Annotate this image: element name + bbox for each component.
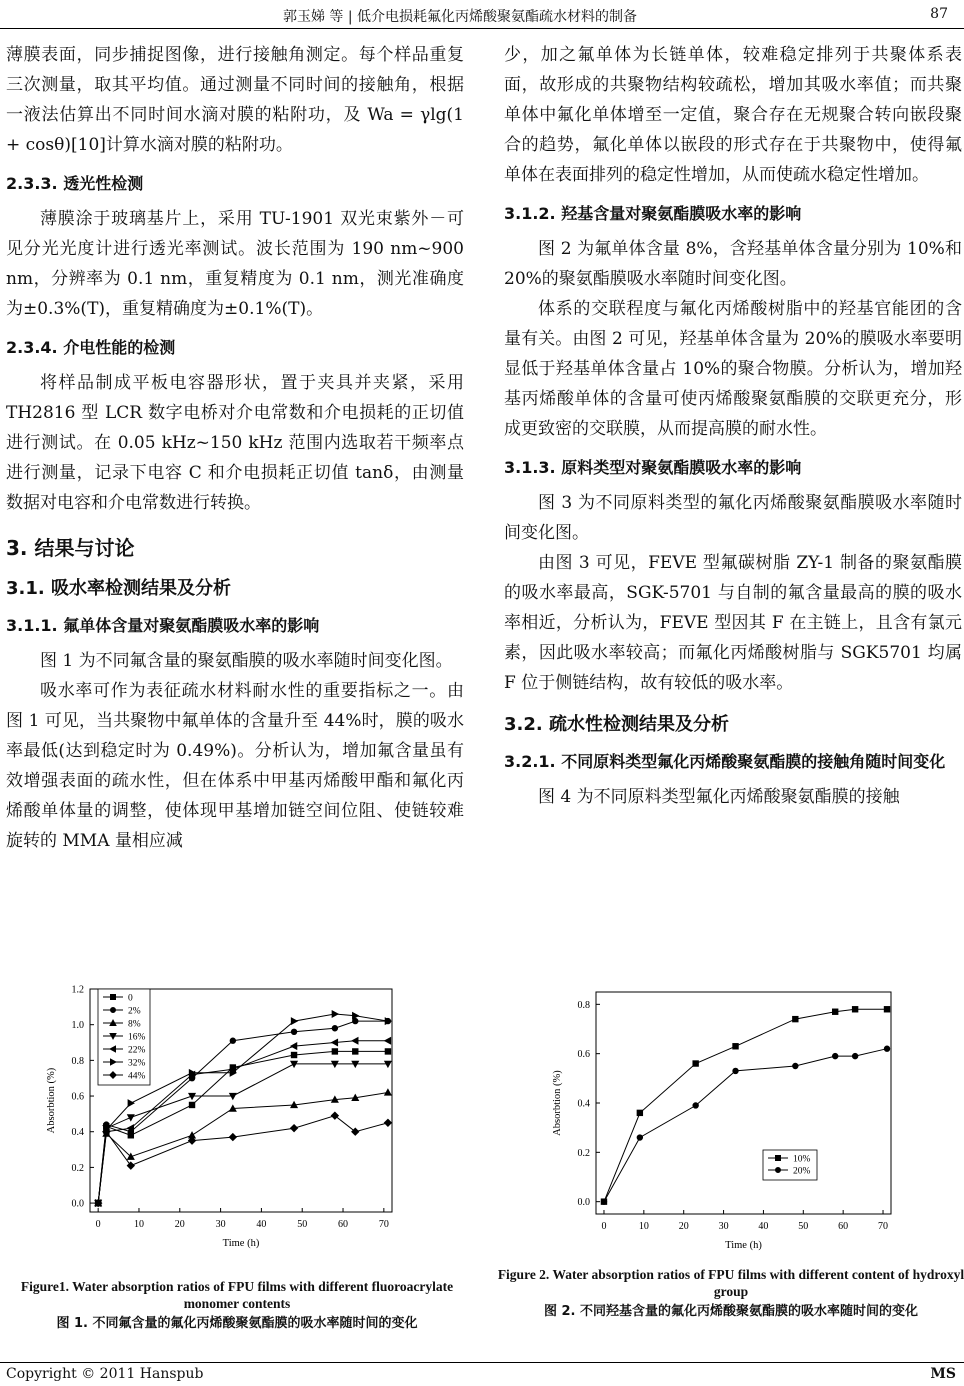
figure-2-caption <box>496 1266 964 1322</box>
data-point <box>291 1018 297 1025</box>
y-tick-label: 0.4 <box>71 1127 84 1139</box>
data-point <box>291 1043 297 1050</box>
x-tick-label: 60 <box>338 1219 349 1230</box>
data-point <box>290 1125 297 1132</box>
data-point <box>693 1103 699 1109</box>
x-tick-label: 60 <box>838 1221 849 1232</box>
series-line <box>98 1116 388 1203</box>
y-tick-label: 0.0 <box>71 1198 84 1210</box>
legend-label: 44% <box>128 1071 146 1082</box>
x-tick-label: 20 <box>174 1219 185 1230</box>
y-tick-label: 1.0 <box>71 1020 84 1032</box>
footer-rule <box>0 1362 964 1363</box>
legend-label: 32% <box>128 1058 146 1069</box>
section-3-title: 3. 结果与讨论 <box>6 536 135 560</box>
data-point <box>852 1006 858 1012</box>
data-point <box>852 1053 858 1059</box>
data-point <box>832 1009 838 1015</box>
section-3-1-1-title: 3.1.1. 氟单体含量对聚氨酯膜吸水率的影响 <box>6 616 320 635</box>
y-tick-label: 0.4 <box>577 1098 590 1110</box>
data-point <box>637 1110 643 1116</box>
series-line <box>98 1093 388 1204</box>
legend-label: 20% <box>793 1166 811 1177</box>
paragraph-fig4-intro: 图 4 为不同原料类型氟化丙烯酸聚氨酯膜的接触 <box>538 787 900 807</box>
series-20pct <box>601 1046 890 1205</box>
section-3-2-title: 3.2. 疏水性检测结果及分析 <box>504 714 729 735</box>
x-tick-label: 10 <box>133 1219 144 1230</box>
paragraph-fig3-analysis: 由图 3 可见，FEVE 型氟碳树脂 ZY-1 制备的聚氨酯膜的吸水率最高，SGK-5701 与自制的氟含量最高的膜的吸水率相近，分析认为，FEVE 型因其 F 在主链上，且含有氯元素，因此吸水率较高；而氟化丙烯酸树脂与 SGK5701 均属 F 位于侧链结构，故有较低的吸水率。 <box>504 553 962 693</box>
figure-1-caption <box>2 1278 472 1334</box>
x-tick-label: 0 <box>95 1219 101 1230</box>
paragraph-transmittance: 薄膜涂于玻璃基片上，采用 TU-1901 双光束紫外－可见分光光度计进行透光率测试。波长范围为 190 nm~900 nm，分辨率为 0.1 nm，重复精度为 0.1 nm，测光准确度为±0.3%(T)，重复精确度为±0.1%(T)。 <box>6 209 464 319</box>
paragraph-contact-angle: 薄膜表面，同步捕捉图像，进行接触角测定。每个样品重复三次测量，取其平均值。通过测量不同时间的接触角，根据一液法估算出不同时间水滴对膜的粘附功，及 Wa = γlg(1 + cosθ)[10]计算水滴对膜的粘附功。 <box>6 45 464 155</box>
data-point <box>291 1029 297 1035</box>
section-3-1-title: 3.1. 吸水率检测结果及分析 <box>6 578 231 599</box>
x-tick-label: 30 <box>215 1219 226 1230</box>
data-point <box>637 1135 643 1141</box>
data-point <box>332 1039 338 1046</box>
y-tick-label: 0.2 <box>577 1147 590 1159</box>
data-point <box>352 1037 358 1044</box>
x-tick-label: 10 <box>638 1221 649 1232</box>
legend <box>763 1150 817 1180</box>
section-3-2-1-title: 3.2.1. 不同原料类型氟化丙烯酸聚氨酯膜的接触角随时间变化 <box>504 752 946 771</box>
series-44pct <box>95 1112 392 1207</box>
y-tick-label: 0.2 <box>71 1162 84 1174</box>
data-point <box>385 1037 391 1044</box>
data-point <box>793 1016 799 1022</box>
data-point <box>601 1199 607 1205</box>
data-point <box>291 1052 297 1058</box>
legend-label: 0 <box>128 993 133 1004</box>
series-8pct <box>95 1089 391 1206</box>
legend-label: 16% <box>128 1032 146 1043</box>
data-point <box>385 1089 392 1095</box>
legend-marker <box>110 994 115 999</box>
page-footer <box>0 1362 964 1386</box>
x-tick-label: 20 <box>678 1221 689 1232</box>
left-column <box>6 40 464 856</box>
section-3-1-3-title: 3.1.3. 原料类型对聚氨酯膜吸水率的影响 <box>504 458 802 477</box>
data-point <box>230 1038 236 1044</box>
y-tick-label: 0.8 <box>71 1055 84 1067</box>
page-number: 87 <box>930 6 948 22</box>
data-point <box>352 1049 358 1055</box>
figure-1-chart <box>0 976 470 1276</box>
figure-2-caption-cn: 图 2. 不同羟基含量的氟化丙烯酸聚氨酯膜的吸水率随时间的变化 <box>543 1304 919 1319</box>
paragraph-fig3-intro: 图 3 为不同原料类型的氟化丙烯酸聚氨酯膜吸水率随时间变化图。 <box>504 493 962 543</box>
data-point <box>884 1046 890 1052</box>
data-point <box>229 1133 236 1140</box>
section-2-3-4-title: 2.3.4. 介电性能的检测 <box>6 338 176 357</box>
data-point <box>733 1043 739 1049</box>
figure-1-caption-cn: 图 1. 不同氟含量的氟化丙烯酸聚氨酯膜的吸水率随时间的变化 <box>56 1316 418 1331</box>
y-tick-label: 0.0 <box>577 1197 590 1209</box>
paragraph-dielectric: 将样品制成平板电容器形状，置于夹具并夹紧，采用 TH2816 型 LCR 数字电桥对介电常数和介电损耗的正切值进行测试。在 0.05 kHz~150 kHz 范围内选取若干频率点进行测量，记录下电容 C 和介电损耗正切值 tanδ，由测量数据对电容和介电常数进行转换。 <box>6 373 464 513</box>
data-point <box>884 1006 890 1012</box>
header-rule <box>0 28 964 29</box>
legend-label: 2% <box>128 1006 141 1017</box>
paragraph-continued: 少，加之氟单体为长链单体，较难稳定排列于共聚体系表面，故形成的共聚物结构较疏松，增加其吸水率值；而共聚单体中氟化单体增至一定值，聚合存在无规聚合转向嵌段聚合的趋势，氟化单体以嵌段的形式存在于共聚物中，使得氟单体在表面排列的稳定性增加，从而使疏水稳定性增加。 <box>504 45 962 185</box>
x-tick-label: 40 <box>256 1219 267 1230</box>
x-tick-label: 50 <box>297 1219 308 1230</box>
figure-2 <box>494 976 964 1276</box>
figure-1 <box>0 976 470 1276</box>
data-point <box>332 1011 338 1018</box>
data-point <box>793 1063 799 1069</box>
y-tick-label: 1.2 <box>71 984 84 996</box>
legend <box>98 989 150 1085</box>
data-point <box>332 1025 338 1031</box>
x-tick-label: 40 <box>758 1221 769 1232</box>
figure-2-chart <box>494 976 964 1276</box>
figure-2-caption-en: Figure 2. Water absorption ratios of FPU films with different content of hydroxyl group <box>497 1267 964 1299</box>
page-header <box>0 0 964 30</box>
data-point <box>127 1162 134 1169</box>
data-point <box>385 1049 391 1055</box>
x-tick-label: 0 <box>601 1221 607 1232</box>
legend-marker <box>110 1007 115 1012</box>
series-line <box>604 1049 887 1202</box>
y-tick-label: 0.6 <box>71 1091 84 1103</box>
y-axis-label: Absorbtion (%) <box>552 1070 563 1136</box>
x-axis-label: Time (h) <box>222 1238 260 1249</box>
journal-abbrev: MS <box>930 1366 956 1382</box>
data-point <box>127 1115 134 1121</box>
section-2-3-3-title: 2.3.3. 透光性检测 <box>6 174 144 193</box>
copyright: Copyright © 2011 Hanspub <box>6 1366 204 1382</box>
paragraph-fig2-analysis: 体系的交联程度与氟化丙烯酸树脂中的羟基官能团的含量有关。由图 2 可见，羟基单体含量为 20%的膜吸水率要明显低于羟基单体含量占 10%的聚合物膜。分析认为，增加羟基丙烯酸单体的含量可使丙烯酸聚氨酯膜的交联更充分，形成更致密的交联膜，从而提高膜的耐水性。 <box>504 299 962 439</box>
data-point <box>189 1102 195 1108</box>
y-tick-label: 0.6 <box>577 1049 590 1061</box>
x-tick-label: 30 <box>718 1221 729 1232</box>
running-title: 郭玉娣 等 | 低介电损耗氟化丙烯酸聚氨酯疏水材料的制备 <box>282 9 638 25</box>
data-point <box>352 1018 358 1024</box>
section-3-1-2-title: 3.1.2. 羟基含量对聚氨酯膜吸水率的影响 <box>504 204 802 223</box>
legend-label: 8% <box>128 1019 141 1030</box>
data-point <box>832 1053 838 1059</box>
series-10pct <box>601 1006 890 1204</box>
legend-label: 10% <box>793 1154 811 1165</box>
data-point <box>693 1061 699 1067</box>
paragraph-fig1-intro: 图 1 为不同氟含量的聚氨酯膜的吸水率随时间变化图。 <box>40 651 453 671</box>
paragraph-fig2-intro: 图 2 为氟单体含量 8%，含羟基单体含量分别为 10%和 20%的聚氨酯膜吸水率随时间变化图。 <box>504 239 962 289</box>
right-column <box>504 40 962 812</box>
plot-frame <box>596 992 891 1214</box>
data-point <box>733 1068 739 1074</box>
legend-marker <box>775 1167 780 1172</box>
data-point <box>384 1119 391 1126</box>
x-tick-label: 70 <box>878 1221 889 1232</box>
paragraph-fig1-analysis: 吸水率可作为表征疏水材料耐水性的重要指标之一。由图 1 可见，当共聚物中氟单体的含量升至 44%时，膜的吸水率最低(达到稳定时为 0.49%)。分析认为，增加氟含量虽有效增强表面的疏水性，但在体系中甲基丙烯酸甲酯和氟化丙烯酸单体量的调整，使体现甲基增加链空间位阻、使链较难旋转的 MMA 量相应减 <box>6 681 464 851</box>
x-tick-label: 70 <box>378 1219 389 1230</box>
x-tick-label: 50 <box>798 1221 809 1232</box>
legend-label: 22% <box>128 1045 146 1056</box>
data-point <box>128 1100 134 1107</box>
data-point <box>332 1049 338 1055</box>
y-axis-label: Absorbtion (%) <box>46 1067 57 1134</box>
x-axis-label: Time (h) <box>725 1240 762 1251</box>
y-tick-label: 0.8 <box>577 999 590 1011</box>
figure-1-caption-en: Figure1. Water absorption ratios of FPU films with different fluoroacrylate monomer contents <box>20 1279 454 1311</box>
legend-marker <box>775 1155 780 1160</box>
series-line <box>604 1009 887 1201</box>
